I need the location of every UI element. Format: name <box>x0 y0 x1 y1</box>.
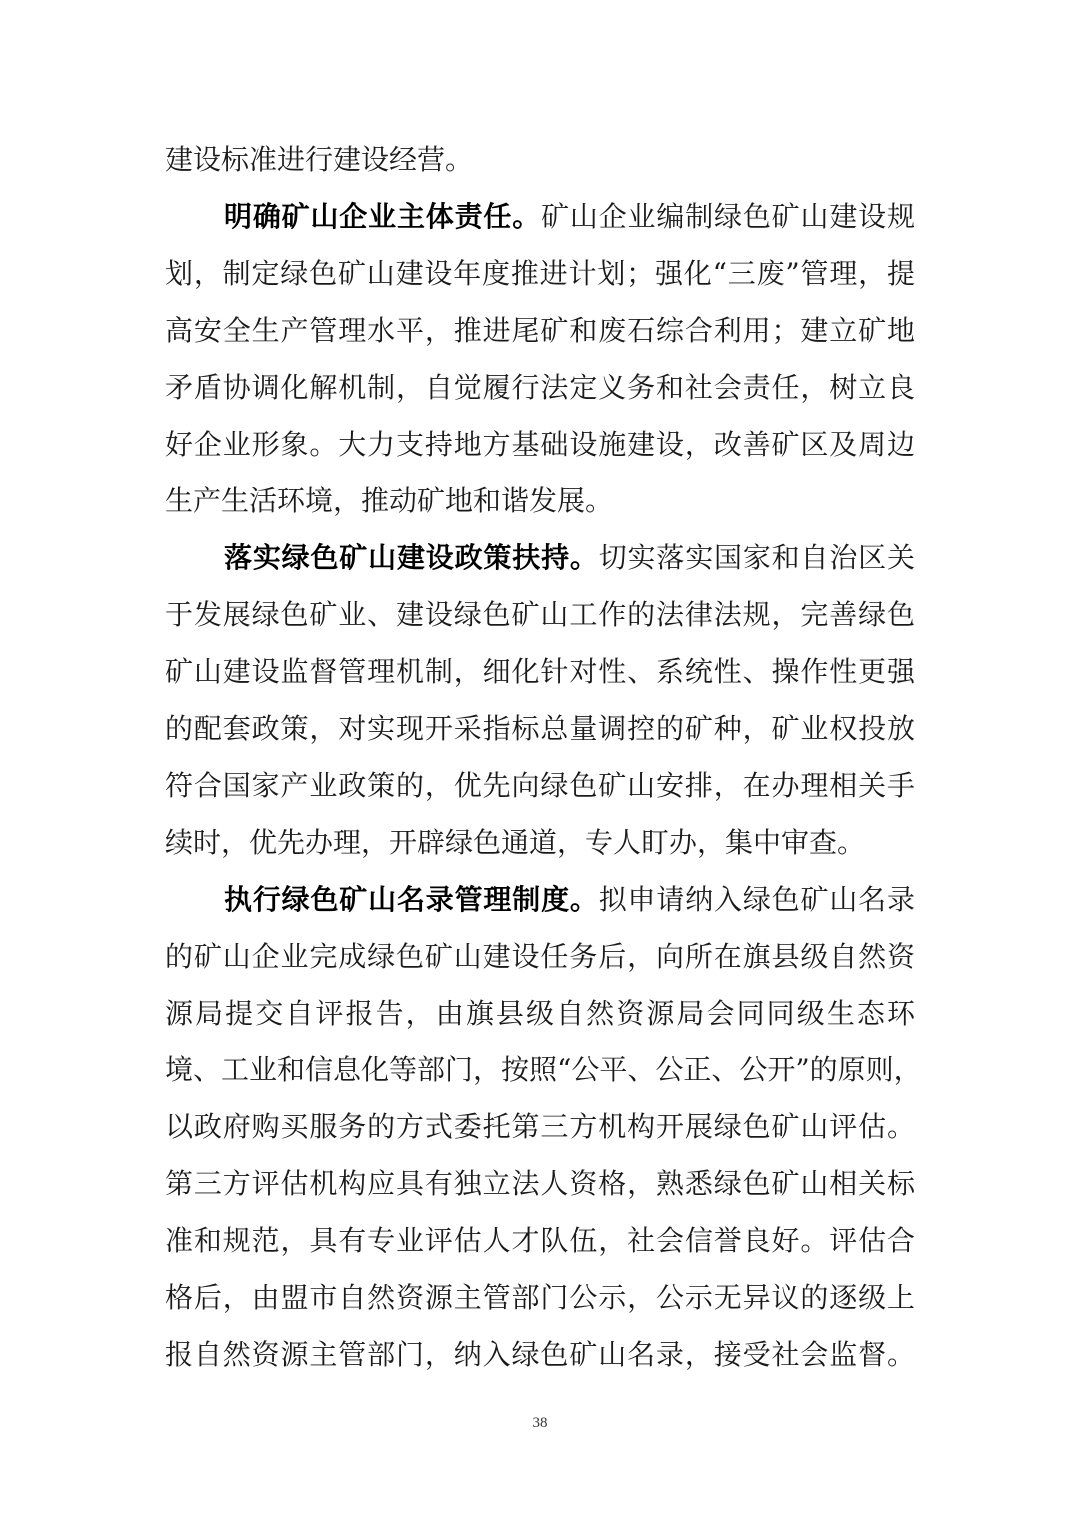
line-text: 境、工业和信息化等部门，按照“公平、公正、公开”的原则， <box>165 1053 922 1086</box>
text-line <box>224 197 915 237</box>
line-text: 拟申请纳入绿色矿山名录 <box>598 883 915 916</box>
text-line <box>224 880 915 920</box>
text-line <box>165 140 915 180</box>
text-line <box>165 425 915 465</box>
text-line <box>165 1278 915 1318</box>
text-line <box>165 1164 915 1204</box>
line-text: 符合国家产业政策的，优先向绿色矿山安排，在办理相关手 <box>165 769 915 802</box>
line-text: 好企业形象。大力支持地方基础设施建设，改善矿区及周边 <box>165 428 915 461</box>
line-text: 矿山建设监督管理机制，细化针对性、系统性、操作性更强 <box>165 655 915 688</box>
text-line <box>165 1050 922 1090</box>
text-line <box>165 311 915 351</box>
line-text: 生产生活环境，推动矿地和谐发展。 <box>165 484 614 517</box>
line-text: 的配套政策，对实现开采指标总量调控的矿种，矿业权投放 <box>165 712 915 745</box>
text-line <box>165 823 915 863</box>
line-text: 切实落实国家和自治区关 <box>598 541 915 574</box>
text-line <box>224 538 915 578</box>
text-line <box>165 937 915 977</box>
line-text: 矿山企业编制绿色矿山建设规 <box>541 200 915 233</box>
text-line <box>165 709 915 749</box>
line-text: 以政府购买服务的方式委托第三方机构开展绿色矿山评估。 <box>165 1110 915 1143</box>
text-line <box>165 368 915 408</box>
text-line <box>165 766 915 806</box>
text-line <box>165 652 915 692</box>
line-text: 准和规范，具有专业评估人才队伍，社会信誉良好。评估合 <box>165 1224 915 1257</box>
text-line <box>165 254 915 294</box>
text-line <box>165 481 915 521</box>
line-text: 划，制定绿色矿山建设年度推进计划；强化“三废”管理，提 <box>165 257 915 290</box>
line-text: 于发展绿色矿业、建设绿色矿山工作的法律法规，完善绿色 <box>165 598 915 631</box>
line-text: 第三方评估机构应具有独立法人资格，熟悉绿色矿山相关标 <box>165 1167 915 1200</box>
text-line <box>165 1107 915 1147</box>
line-text: 高安全生产管理水平，推进尾矿和废石综合利用；建立矿地 <box>165 314 915 347</box>
line-text: 的矿山企业完成绿色矿山建设任务后，向所在旗县级自然资 <box>165 940 915 973</box>
line-text: 报自然资源主管部门，纳入绿色矿山名录，接受社会监督。 <box>165 1338 915 1371</box>
page-number: 38 <box>532 1415 548 1431</box>
line-text: 建设标准进行建设经营。 <box>165 143 474 176</box>
text-line <box>165 1221 915 1261</box>
text-line <box>165 1335 915 1375</box>
section-heading: 落实绿色矿山建设政策扶持。 <box>224 541 599 574</box>
section-heading: 执行绿色矿山名录管理制度。 <box>224 883 599 916</box>
section-heading: 明确矿山企业主体责任。 <box>224 200 542 233</box>
text-line <box>165 595 915 635</box>
line-text: 矛盾协调化解机制，自觉履行法定义务和社会责任，树立良 <box>165 371 915 404</box>
line-text: 续时，优先办理，开辟绿色通道，专人盯办，集中审查。 <box>165 826 866 859</box>
text-line <box>165 994 915 1034</box>
line-text: 格后，由盟市自然资源主管部门公示，公示无异议的逐级上 <box>165 1281 915 1314</box>
line-text: 源局提交自评报告，由旗县级自然资源局会同同级生态环 <box>165 997 915 1030</box>
